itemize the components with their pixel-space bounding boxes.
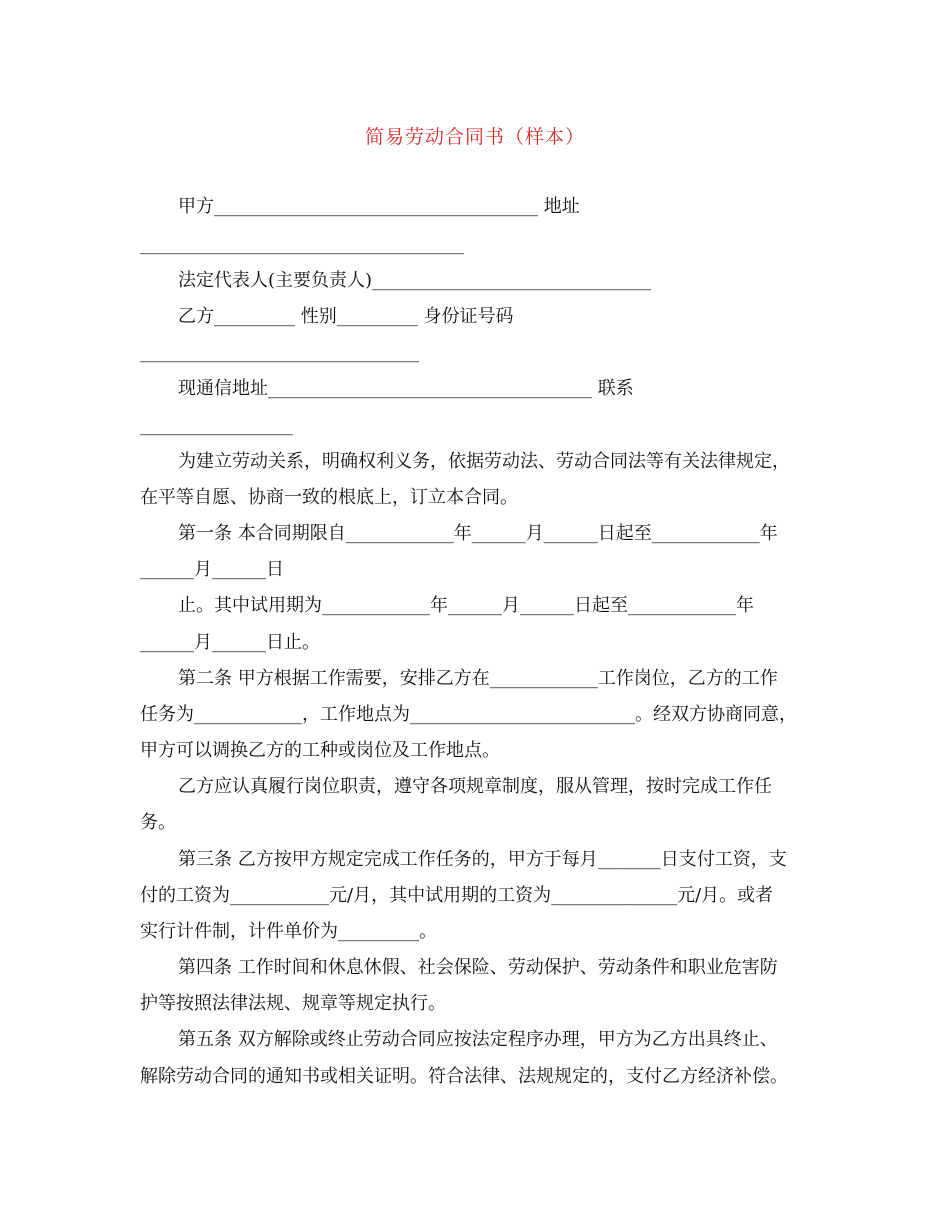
text-line: _______________________________ [140, 342, 419, 363]
text-line: 乙方_________ 性别_________ 身份证号码 [178, 306, 514, 327]
text-line: 第四条 工作时间和休息休假、社会保险、劳动保护、劳动条件和职业危害防 [178, 957, 778, 978]
text-line: 第二条 甲方根据工作需要，安排乙方在____________工作岗位，乙方的工作 [178, 668, 778, 689]
text-line: _________________ [140, 415, 293, 436]
text-line: 在平等自愿、协商一致的根底上，订立本合同。 [140, 487, 518, 508]
text-line: 任务为____________，工作地点为_________________________。经双方协商同意， [140, 704, 797, 725]
document-title: 简易劳动合同书（样本） [364, 126, 585, 148]
text-line: 付的工资为___________元/月，其中试用期的工资为______________元/月。或者 [140, 885, 774, 906]
text-line: ____________________________________ [140, 234, 464, 255]
text-line: 务。 [140, 812, 176, 833]
text-line: 第一条 本合同期限自____________年______月______日起至____________年 [178, 523, 778, 544]
text-line: 为建立劳动关系，明确权利义务，依据劳动法、劳动合同法等有关法律规定， [178, 451, 790, 472]
text-line: 实行计件制，计件单价为_________。 [140, 921, 437, 942]
text-line: 甲方可以调换乙方的工种或岗位及工作地点。 [140, 740, 500, 761]
text-line: 第五条 双方解除或终止劳动合同应按法定程序办理，甲方为乙方出具终止、 [178, 1029, 778, 1050]
text-line: ______月______日止。 [140, 632, 320, 653]
text-line: 甲方____________________________________ 地址 [178, 196, 580, 217]
text-line: 法定代表人(主要负责人)_______________________________ [178, 270, 652, 291]
text-line: 护等按照法律法规、规章等规定执行。 [140, 993, 446, 1014]
text-line: 现通信地址____________________________________ 联系 [178, 378, 634, 399]
text-line: 乙方应认真履行岗位职责，遵守各项规章制度，服从管理，按时完成工作任 [178, 776, 772, 797]
text-line: ______月______日 [140, 559, 284, 580]
text-line: 止。其中试用期为____________年______月______日起至____________年 [178, 595, 754, 616]
text-line: 解除劳动合同的通知书或相关证明。符合法律、法规规定的，支付乙方经济补偿。 [140, 1066, 788, 1087]
text-line: 第三条 乙方按甲方规定完成工作任务的，甲方于每月_______日支付工资，支 [178, 849, 787, 870]
